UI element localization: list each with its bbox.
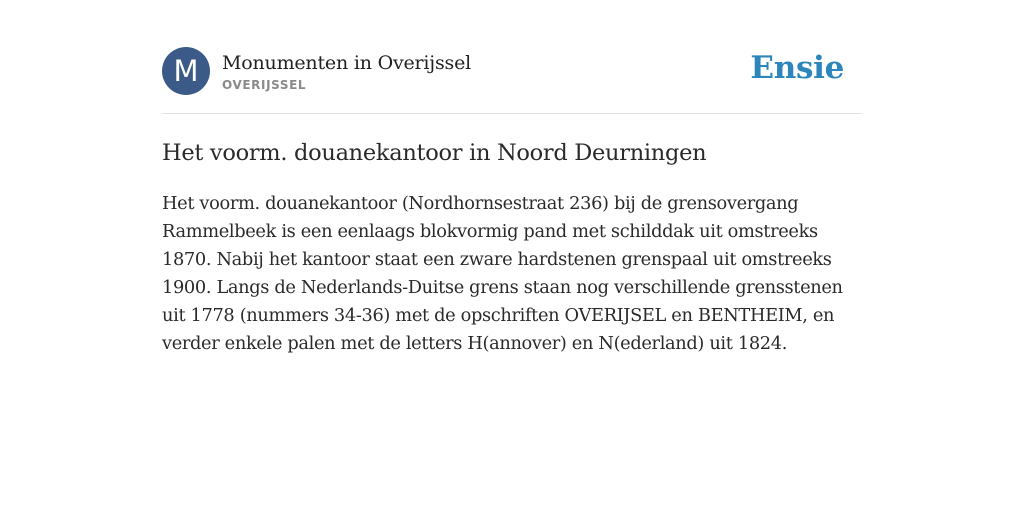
entry-card — [162, 46, 862, 358]
collection-title[interactable]: Monumenten in Overijssel — [222, 51, 472, 74]
collection-meta — [222, 51, 471, 92]
collection-subtitle: OVERIJSSEL — [222, 77, 307, 92]
header — [162, 46, 862, 96]
article-body: Het voorm. douanekantoor (Nordhornsestraat 236) bij de grensovergang Rammelbeek is een eenlaags blokvormig pand met schilddak uit omstreeks 1870. Nabij het kantoor staat een zware hardstenen grenspaal uit omstreeks 1900. Langs de Nederlands-Duitse grens staan nog verschillende grensstenen uit 1778 (nummers 34-36) met de opschriften OVERIJSEL en BENTHEIM, en verder enkele palen met de letters H(annover) en N(ederland) uit 1824. — [162, 193, 843, 354]
ensie-logo[interactable]: Ensie — [750, 50, 844, 86]
divider — [162, 113, 862, 114]
avatar[interactable]: M — [162, 47, 210, 95]
page-title: Het voorm. douanekantoor in Noord Deurningen — [162, 140, 707, 166]
